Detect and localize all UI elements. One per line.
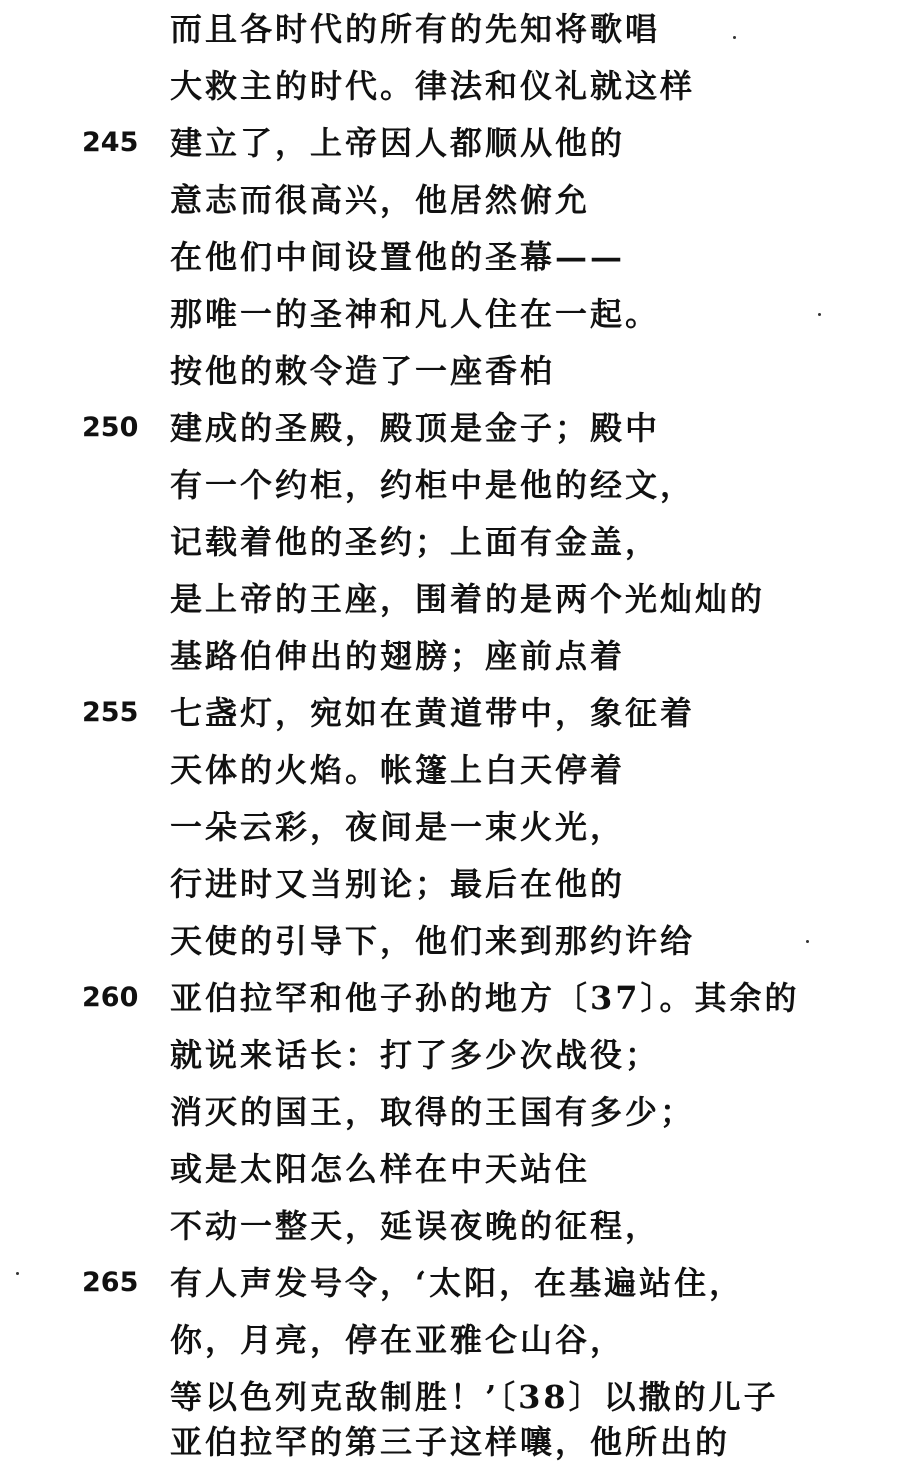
- verse-line: [0, 58, 900, 114]
- verse-text: 那唯一的圣神和凡人住在一起。: [170, 295, 661, 333]
- verse-text: 亚伯拉罕的第三子这样嚷，他所出的: [170, 1423, 731, 1461]
- verse-text: 建立了，上帝因人都顺从他的: [170, 124, 626, 162]
- scan-speck: [806, 940, 809, 943]
- verse-text: 就说来话长：打了多少次战役；: [170, 1036, 661, 1074]
- verse-text: 建成的圣殿，殿顶是金子；殿中: [170, 409, 661, 447]
- line-number: 255: [82, 697, 139, 728]
- verse-line: [0, 1414, 900, 1470]
- verse-line: [0, 856, 900, 912]
- verse-line: [0, 1141, 900, 1197]
- verse-text: 在他们中间设置他的圣幕——: [170, 238, 626, 276]
- verse-text: 按他的敕令造了一座香柏: [170, 352, 556, 390]
- verse-line: [0, 457, 900, 513]
- verse-text: 你，月亮，停在亚雅仑山谷，: [170, 1321, 626, 1359]
- verse-line: [0, 343, 900, 399]
- verse-text: 行进时又当别论；最后在他的: [170, 865, 626, 903]
- line-number: 250: [82, 412, 139, 443]
- verse-line: [0, 172, 900, 228]
- verse-line: [0, 286, 900, 342]
- scan-speck: [733, 36, 736, 39]
- line-number: 265: [82, 1267, 139, 1298]
- verse-line: [0, 1312, 900, 1368]
- line-number: 260: [82, 982, 139, 1013]
- verse-line: [0, 514, 900, 570]
- verse-text: 消灭的国王，取得的王国有多少；: [170, 1093, 696, 1131]
- verse-line: [0, 1, 900, 57]
- verse-text: 有一个约柜，约柜中是他的经文，: [170, 466, 696, 504]
- verse-text: 不动一整天，延误夜晚的征程，: [170, 1207, 661, 1245]
- verse-line: [0, 229, 900, 285]
- verse-text: 而且各时代的所有的先知将歌唱: [170, 10, 661, 48]
- verse-line: [0, 970, 900, 1026]
- verse-text: 大救主的时代。律法和仪礼就这样: [170, 67, 696, 105]
- verse-line: [0, 115, 900, 171]
- verse-line: [0, 1198, 900, 1254]
- verse-text: 一朵云彩，夜间是一束火光，: [170, 808, 626, 846]
- verse-line: [0, 571, 900, 627]
- scan-speck: [818, 313, 821, 316]
- verse-text: 天使的引导下，他们来到那约许给: [170, 922, 696, 960]
- verse-text: 等以色列克敌制胜！’〔38〕以撒的儿子: [170, 1378, 779, 1416]
- scan-speck: [16, 1272, 19, 1275]
- line-number: 245: [82, 127, 139, 158]
- verse-text: 或是太阳怎么样在中天站住: [170, 1150, 591, 1188]
- verse-line: [0, 1255, 900, 1311]
- verse-line: [0, 685, 900, 741]
- verse-line: [0, 628, 900, 684]
- verse-text: 意志而很高兴，他居然俯允: [170, 181, 591, 219]
- verse-text: 有人声发号令，‘太阳，在基遍站住，: [170, 1264, 745, 1302]
- verse-text: 天体的火焰。帐篷上白天停着: [170, 751, 626, 789]
- verse-line: [0, 913, 900, 969]
- verse-text: 记载着他的圣约；上面有金盖，: [170, 523, 661, 561]
- verse-line: [0, 799, 900, 855]
- verse-text: 亚伯拉罕和他子孙的地方〔37〕。其余的: [170, 979, 800, 1017]
- verse-text: 七盏灯，宛如在黄道带中，象征着: [170, 694, 696, 732]
- verse-text: 基路伯伸出的翅膀；座前点着: [170, 637, 626, 675]
- verse-line: [0, 1084, 900, 1140]
- verse-line: [0, 400, 900, 456]
- verse-line: [0, 1027, 900, 1083]
- verse-text: 是上帝的王座，围着的是两个光灿灿的: [170, 580, 766, 618]
- verse-line: [0, 742, 900, 798]
